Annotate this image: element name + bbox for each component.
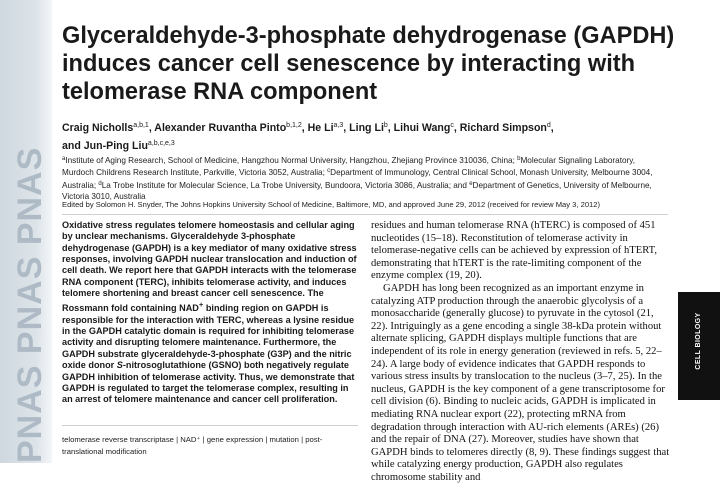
- keywords: telomerase reverse transcriptase | NAD⁺ | gene expression | mutation | post-translational modification: [62, 435, 323, 456]
- author-name: , Alexander Ruvantha Pinto: [148, 122, 287, 134]
- affiliation-mark: c: [327, 168, 331, 175]
- affiliation-text: Department of Genetics, University of Melbourne, Victoria 3010, Australia: [62, 180, 652, 201]
- author-name: , Richard Simpson: [453, 122, 547, 134]
- abstract-italic: S: [116, 360, 123, 371]
- affiliations: [62, 154, 660, 202]
- abstract-superscript: +: [198, 300, 204, 310]
- affiliation-text: Institute of Aging Research, School of Medicine, Hangzhou Normal University, Hangzhou, Zhejiang Province 310036, China;: [65, 156, 518, 165]
- affiliation-mark: b: [383, 122, 388, 129]
- author-name: , Ling Li: [343, 122, 384, 134]
- affiliation-mark: d: [98, 180, 102, 187]
- affiliation-text: Molecular Signaling Laboratory, Murdoch Childrens Research Institute, Parkville, Victoria 3052, Australia;: [62, 156, 636, 178]
- abstract: [62, 220, 358, 406]
- affiliation-mark: a,b,1: [133, 122, 149, 129]
- body-paragraph: GAPDH has long been recognized as an important enzyme in catalyzing ATP production through the anaerobic glycolysis of a monosaccharide (generally glucose) to pyruvate in the cytosol (21, 22). Intriguingly as a gene encoding a single 38-kDa protein without alternate splicing, GAPDH displays multiple functions that are independent of its role in energy generation (reviewed in refs. 5, 22–24). A large body of evidence indicates that GAPDH responds to various stress insults by translocation to the nucleus (3–7, 25). In the nucleus, GAPDH is the key component of a gene transcriptosome for cell division (6). Binding to nucleic acids, GAPDH is implicated in mediating RNA nuclear export (22), protecting mRNA from degradation through interaction with AU-rich elements (AREs) (26) and the repair of DNA (27). Moreover, studies have shown that GAPDH binds to telomeres directly (8, 9). These findings suggest that while catalyzing energy production, GAPDH also regulates chromosome stability and: [371, 282, 670, 483]
- affiliation-mark: e: [469, 180, 473, 187]
- header-divider: [62, 214, 668, 215]
- abstract-text: -nitrosoglutathione (GSNO) both negatively regulate GAPDH inhibition of telomerase activity. Thus, we demonstrate that GAPDH is regulated to target the telomerase complex, resulting in an arrest of telomere maintenance and cancer cell proliferation.: [62, 360, 355, 405]
- body-text-column: [371, 220, 672, 484]
- journal-side-strip: [0, 0, 52, 463]
- affiliation-mark: d: [546, 122, 551, 129]
- affiliation-mark: a: [62, 156, 66, 162]
- affiliation-mark: a,3: [333, 122, 344, 129]
- author-separator: ,: [550, 122, 554, 134]
- affiliation-mark: c: [450, 122, 454, 129]
- affiliation-text: Department of Immunology, Central Clinical School, Monash University, Melbourne 3004, Australia;: [62, 168, 653, 190]
- abstract-text: binding region on GAPDH is responsible for the interaction with TERC, whereas a lysine residue in the GAPDH catalytic domain is required for inhibiting telomerase activity and disrupting telomere maintenance. Furthermore, the GAPDH substrate glyceraldehyde-3-phosphate (G3P) and the nitric oxide donor: [62, 303, 355, 371]
- author-list: [62, 118, 622, 154]
- author-name: and Jun-Ping Liu: [62, 140, 148, 152]
- affiliation-mark: a,b,c,e,3: [147, 140, 175, 147]
- abstract-text: Oxidative stress regulates telomere homeostasis and cellular aging by unclear mechanisms. Glyceraldehyde 3-phosphate dehydrogenase (GAPDH) is a key mediator of many oxidative stress responses, involving GAPDH nuclear translocation and induction of cell death. We report here that GAPDH interacts with the telomerase RNA component (TERC), inhibits telomerase activity, and induces telomere shortening and breast cancer cell senescence. The Rossmann fold containing NAD: [62, 220, 357, 314]
- article-title: Glyceraldehyde-3-phosphate dehydrogenase (GAPDH) induces cancer cell senescence by interacting with telomerase RNA component: [62, 23, 675, 105]
- affiliation-text: La Trobe Institute for Molecular Science, La Trobe University, Bundoora, Victoria 3086, Australia; and: [101, 180, 470, 190]
- affiliation-mark: b,1,2: [286, 122, 302, 129]
- author-name: Craig Nicholls: [62, 122, 134, 134]
- section-label: CELL BIOLOGY: [695, 312, 702, 370]
- affiliation-mark: b: [517, 156, 521, 162]
- keywords-divider: [62, 425, 358, 426]
- author-name: , Lihui Wang: [387, 122, 451, 134]
- pnas-watermark: PNAS PNAS PNAS: [11, 146, 49, 463]
- edited-by-line: Edited by Solomon H. Snyder, The Johns Hopkins University School of Medicine, Baltimore, MD, and approved June 29, 2012 (received for review May 3, 2012): [62, 200, 601, 209]
- section-tab: [678, 292, 720, 400]
- author-name: , He Li: [301, 122, 334, 134]
- body-paragraph: residues and human telomerase RNA (hTERC) is composed of 451 nucleotides (15–18). Reconstitution of telomerase activity in telomerase-negative cells can be achieved by expression of hTERT, demonstrating that hTERT is the rate-limiting component of the enzyme complex (19, 20).: [371, 220, 657, 282]
